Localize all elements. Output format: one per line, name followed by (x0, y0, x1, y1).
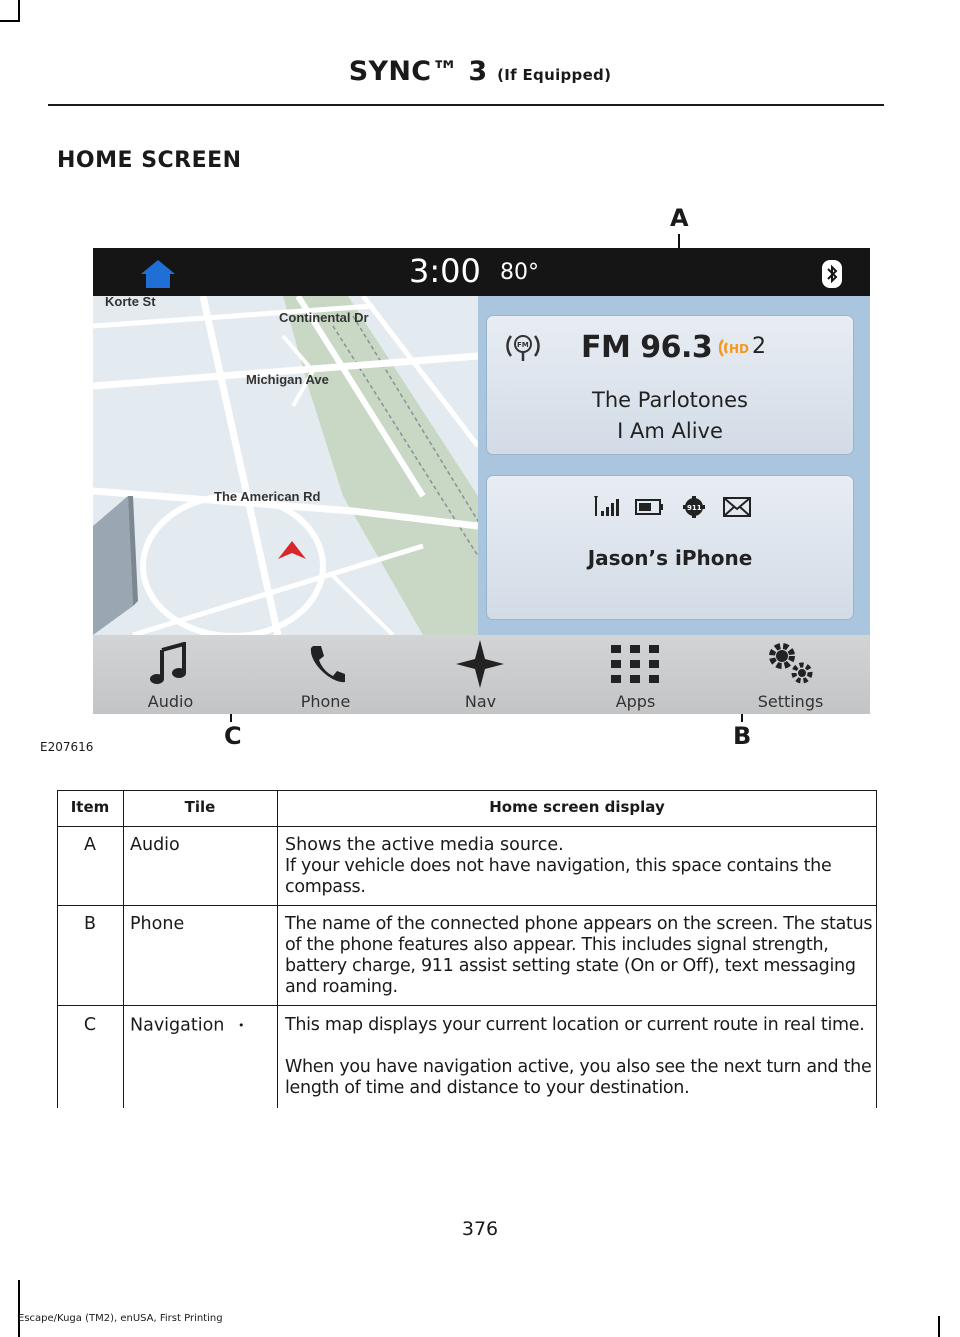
gear-icon (764, 640, 816, 686)
svg-text:HD: HD (729, 342, 749, 356)
nav-settings-label: Settings (757, 692, 824, 711)
callout-a-label: A (670, 204, 689, 232)
crop-mark (938, 1316, 940, 1337)
crop-mark (0, 20, 20, 22)
table-row-a-display-1: Shows the active media source. (285, 835, 564, 855)
page-number: 376 (461, 1218, 499, 1240)
911-assist-icon (683, 496, 705, 518)
artist-name: The Parlotones (592, 388, 748, 412)
audio-tile[interactable] (487, 316, 853, 454)
map-label-continental: Continental Dr (279, 310, 369, 325)
music-note-icon (150, 642, 190, 686)
song-title: I Am Alive (617, 419, 723, 443)
home-icon[interactable] (139, 258, 177, 290)
nav-phone-button[interactable] (248, 635, 403, 714)
table-divider (123, 790, 124, 1108)
callout-b-label: B (733, 722, 752, 750)
table-row-a-tile: Audio (130, 835, 180, 855)
phone-tile[interactable] (487, 476, 853, 619)
svg-text:FM: FM (517, 341, 529, 349)
table-row-b-item: B (83, 914, 96, 934)
running-header (0, 56, 960, 87)
svg-text:911: 911 (687, 504, 702, 512)
hd-radio-icon (719, 336, 749, 360)
nav-apps-button[interactable] (558, 635, 713, 714)
sync3-home-screen (93, 248, 870, 714)
table-row-a-display-2: If your vehicle does not have navigation, this space contains the compass. (285, 856, 832, 897)
table-header-tile: Tile (184, 798, 216, 816)
table-row-c-tile (130, 1015, 244, 1037)
clock: 3:00 (409, 252, 481, 290)
phone-device-name: Jason’s iPhone (587, 546, 753, 570)
nav-settings-button[interactable] (713, 635, 868, 714)
bottom-nav-bar (93, 635, 870, 714)
table-row-c-item: C (83, 1015, 97, 1035)
header-title: SYNC™ 3 (348, 56, 488, 87)
hd-channel: 2 (752, 334, 766, 359)
vehicle-position-arrow-icon (276, 539, 308, 563)
bluetooth-icon (820, 260, 844, 288)
crop-mark (18, 0, 20, 22)
nav-nav-button[interactable] (403, 635, 558, 714)
figure-id: E207616 (40, 740, 94, 754)
table-divider (277, 790, 278, 1108)
edition-footer: Escape/Kuga (TM2), enUSA, First Printing (18, 1313, 223, 1324)
table-header-display: Home screen display (489, 798, 665, 816)
nav-nav-label: Nav (464, 692, 497, 711)
nav-apps-label: Apps (615, 692, 656, 711)
map-label-korte: Korte St (105, 296, 156, 309)
map-label-michigan: Michigan Ave (246, 372, 329, 387)
status-bar (93, 248, 870, 296)
table-header-rule (57, 826, 877, 827)
table-row-b-display-1: The name of the connected phone appears on the screen. The status of the phone features also appear. This includes signal strength, battery charge, 911 assist setting state (On or Off), text messaging and roaming. (285, 914, 873, 997)
apps-grid-icon (611, 645, 659, 685)
table-row-c-tile-text: Navigation (130, 1015, 225, 1036)
crop-mark (18, 1280, 20, 1337)
table-row-c-tile-marker: • (237, 1019, 245, 1032)
table-border-right (876, 790, 877, 1108)
table-row-rule (57, 1005, 877, 1006)
table-row-b-tile: Phone (130, 914, 185, 934)
nav-audio-label: Audio (147, 692, 194, 711)
signal-strength-icon (594, 496, 619, 516)
compass-star-icon (456, 640, 504, 688)
table-top-rule (57, 790, 877, 791)
map-tile[interactable] (93, 296, 478, 635)
table-row-rule (57, 905, 877, 906)
phone-status-icons (594, 494, 754, 518)
callout-c-label: C (224, 722, 242, 750)
tile-panel (478, 296, 870, 635)
nav-phone-label: Phone (300, 692, 351, 711)
text-message-icon (724, 498, 750, 516)
phone-handset-icon (305, 642, 345, 686)
table-row-c-display-1: This map displays your current location or current route in real time. (285, 1015, 865, 1035)
map-label-american: The American Rd (214, 489, 321, 504)
battery-icon (636, 500, 663, 514)
fm-radio-icon (505, 328, 541, 364)
station-name: FM 96.3 (581, 330, 713, 365)
temperature: 80° (500, 260, 539, 285)
header-title-suffix: (If Equipped) (497, 66, 612, 84)
table-header-item: Item (70, 798, 110, 816)
table-row-c-display-2: When you have navigation active, you also see the next turn and the length of time and distance to your destination. (285, 1057, 872, 1098)
section-heading: HOME SCREEN (57, 148, 242, 173)
table-row-a-item: A (84, 835, 96, 855)
nav-audio-button[interactable] (93, 635, 248, 714)
map-roads (93, 296, 478, 635)
header-rule (48, 104, 884, 106)
